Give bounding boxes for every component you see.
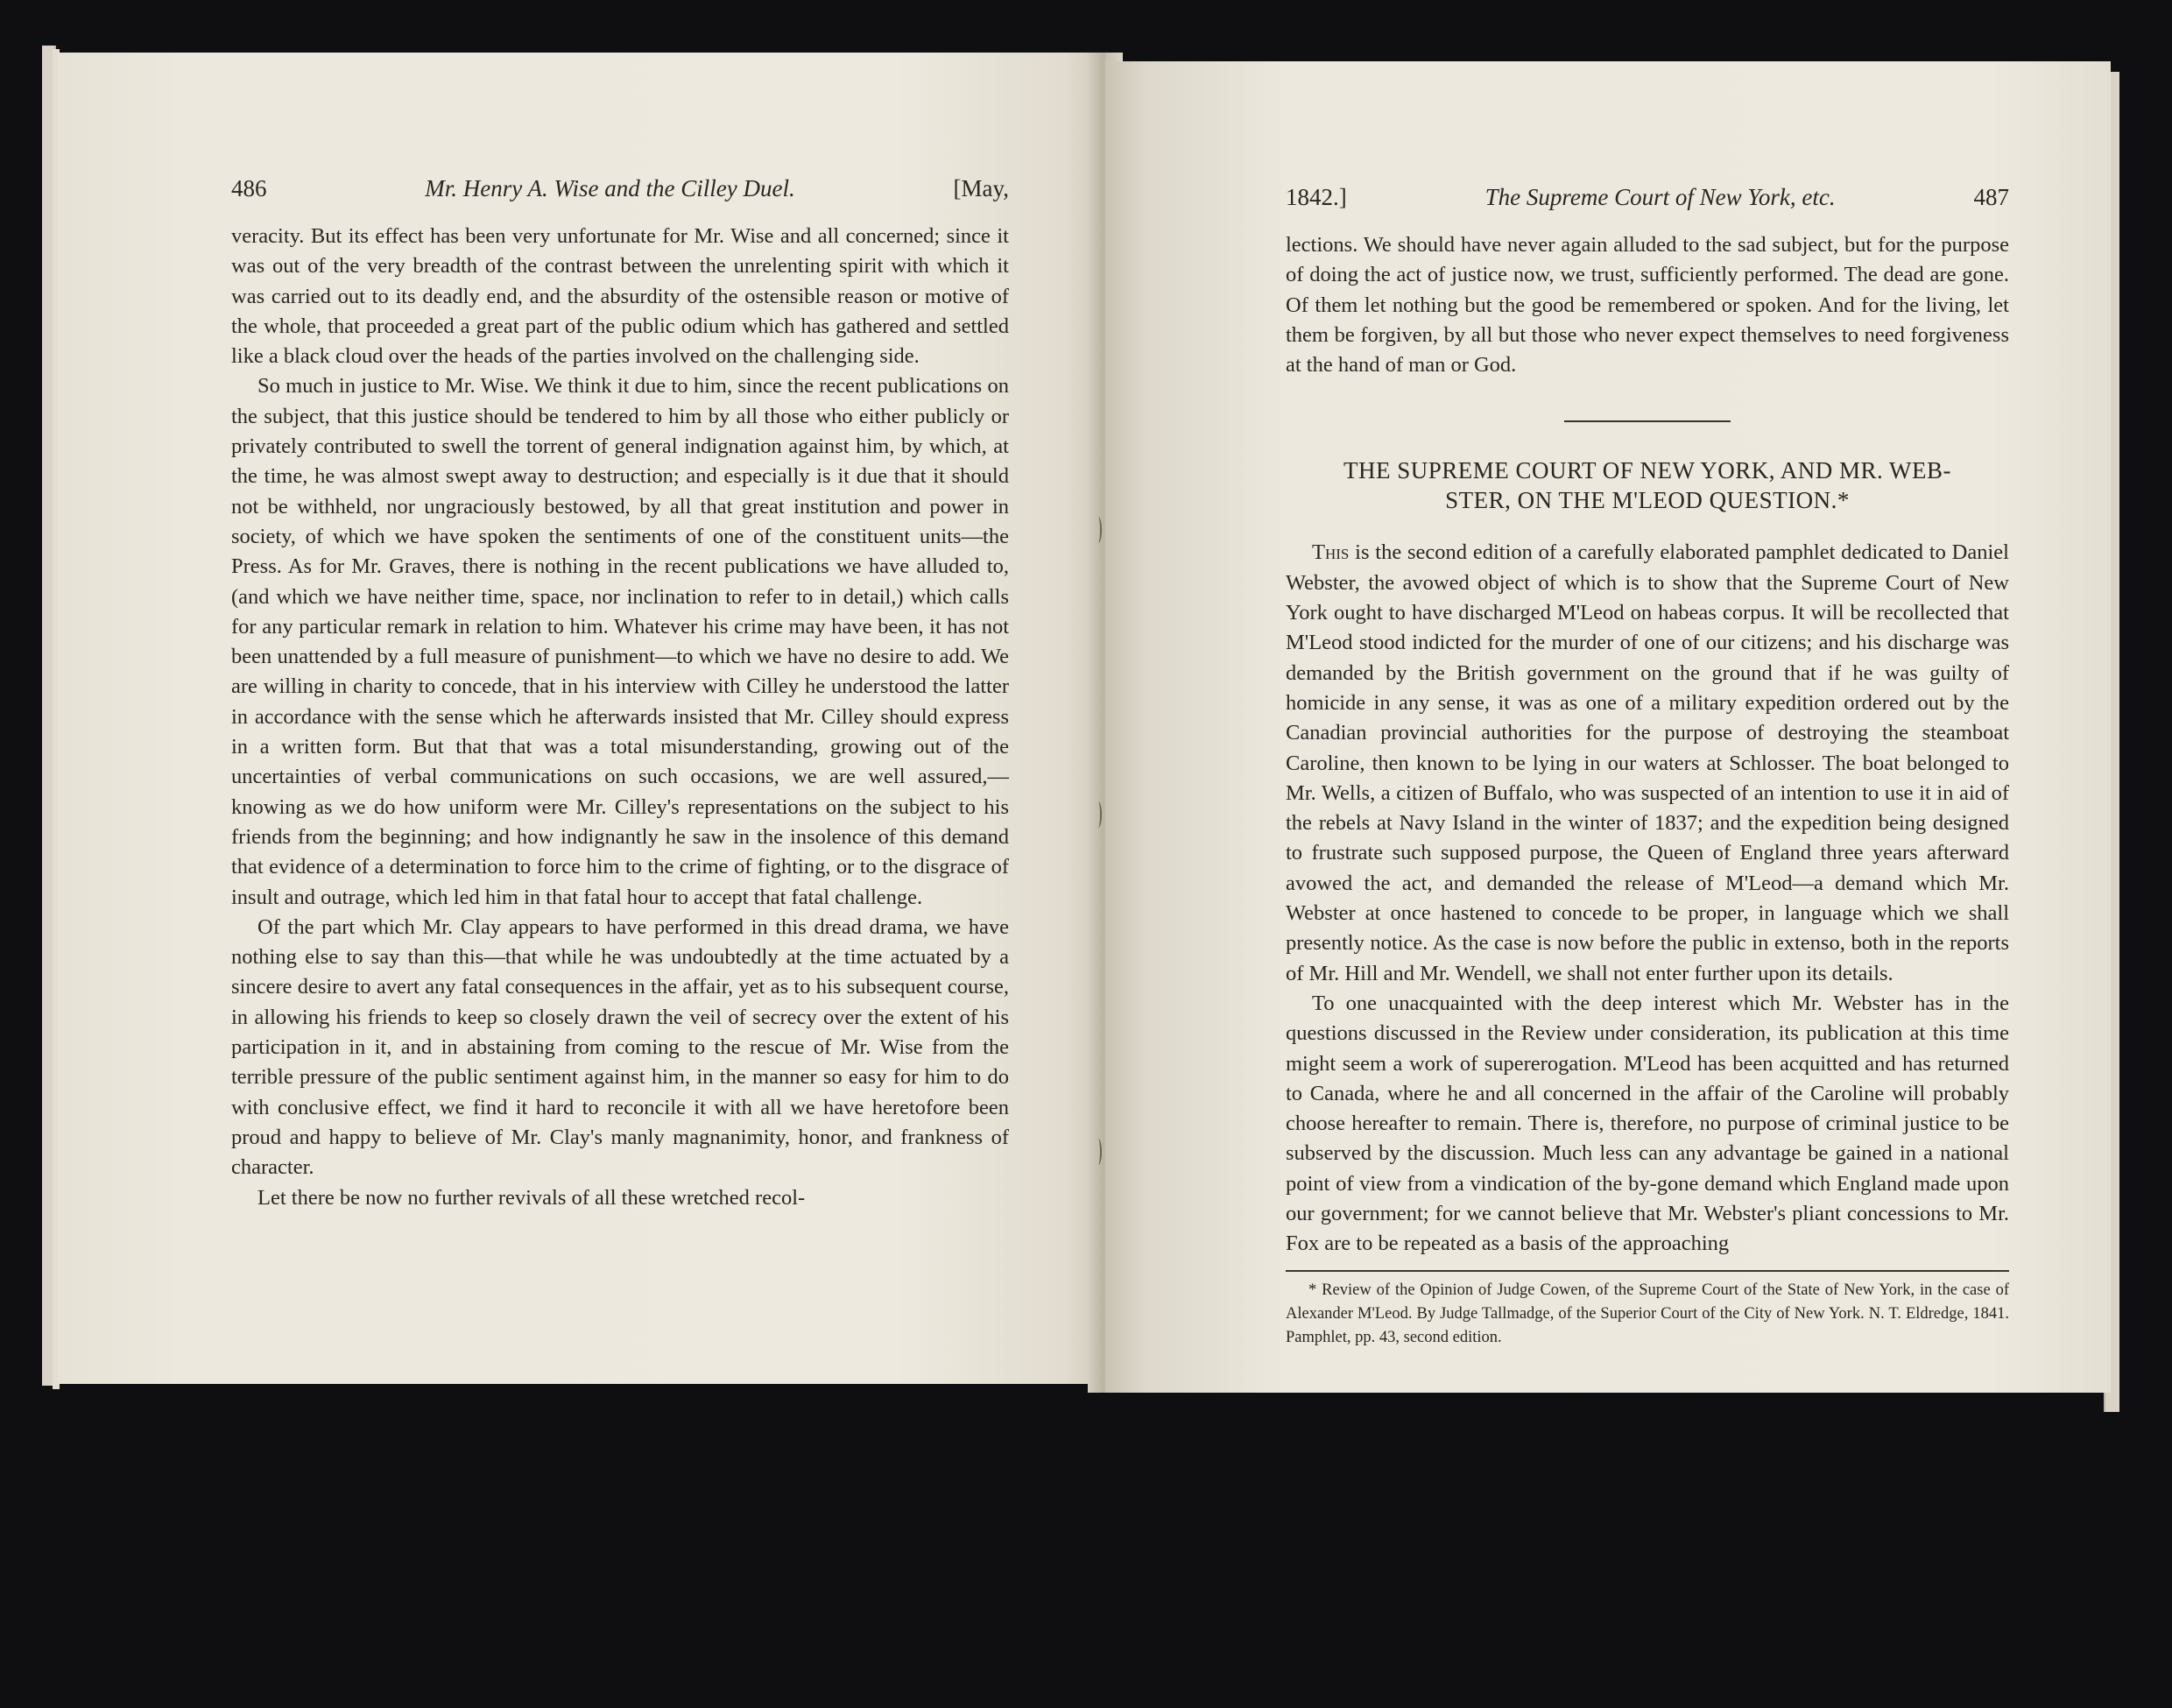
left-paragraph: veracity. But its effect has been very unfortunate for Mr. Wise and all concerned; since it was out of the very breadth of the contrast between the unrelenting spirit with which it was carried out to its deadly end, and the absurdity of the ostensible reason or motive of the whole, that proceeded a great part of the public odium which has gathered and settled like a black cloud over the heads of the parties involved on the challenging side. (231, 224, 1009, 369)
left-running-title: Mr. Henry A. Wise and the Cilley Duel. (425, 175, 795, 201)
binding-stitch (1095, 517, 1102, 543)
binding-stitch (1095, 1139, 1102, 1165)
right-page (1105, 61, 2111, 1393)
right-page-number: 487 (1973, 184, 2009, 210)
right-running-date: 1842.] (1286, 184, 1347, 210)
right-paragraph (1286, 538, 2009, 988)
right-paragraph: To one unacquainted with the deep interest which Mr. Webster has in the questions discussed in the Review under consideration, its publication at this time might seem a work of supererogation. M'Leod has been acquitted and has returned to Canada, where he and all concerned in the affair of the Caroline will probably choose hereafter to remain. There is, therefore, no purpose of criminal justice to be subserved by the discussion. Much less can any advantage be gained in a national point of view from a vindication of the by-gone demand which England made upon our government; for we cannot believe that Mr. Webster's pliant concessions to Mr. Fox are to be repeated as a basis of the approaching (1286, 991, 2009, 1256)
left-body-text (231, 222, 1009, 1213)
first-paragraph-rest: is the second edition of a carefully elaborated pamphlet dedicated to Daniel Webster, the avowed object of which is to show that the Supreme Court of New York ought to have discharged M'Leod on habeas corpus. It will be recollected that M'Leod stood indicted for the murder of one of our citizens; and his discharge was demanded by the British government on the ground that if he was guilty of homicide in any sense, it was as one of a military expedition ordered out by the Canadian provincial authorities for the purpose of destroying the steamboat Caroline, then known to be lying in our waters at Schlosser. The boat belonged to Mr. Wells, a citizen of Buffalo, who was suspected of an intention to use it in aid of the rebels at Navy Island in the winter of 1837; and the expedition being designed to frustrate such supposed purpose, the Queen of England three years afterward avowed the act, and demanded the release of M'Leod—a demand which Mr. Webster at once hastened to concede to be proper, in language which we shall presently notice. As the case is now before the public in extenso, both in the reports of Mr. Hill and Mr. Wendell, we shall not enter further upon its details. (1286, 540, 2009, 985)
right-running-head (1286, 184, 2009, 211)
binding-stitch (1095, 801, 1102, 828)
left-paragraph: Let there be now no further revivals of all these wretched recol- (257, 1185, 806, 1210)
left-running-date: [May, (953, 175, 1009, 201)
article-title-line: THE SUPREME COURT OF NEW YORK, AND MR. WEB- (1343, 457, 1951, 484)
article-title (1286, 455, 2009, 515)
left-running-head (231, 175, 1009, 202)
footnote-rule (1286, 1270, 2009, 1272)
first-word: This (1312, 540, 1350, 565)
left-paragraph: Of the part which Mr. Clay appears to have performed in this dread drama, we have nothing else to say than this—that while he was undoubtedly at the time actuated by a sincere desire to avert any fatal consequences in the affair, yet as to his subsequent course, in allowing his friends to keep so closely drawn the veil of secrecy over the extent of his participation in it, and in abstaining from coming to the rescue of Mr. Wise from the terrible pressure of the public sentiment against him, in the manner so easy for him to do with conclusive effect, we find it hard to reconcile it with all we have heretofore been proud and happy to believe of Mr. Clay's manly magnanimity, honor, and frankness of character. (231, 914, 1009, 1180)
article-title-line: STER, ON THE M'LEOD QUESTION.* (1445, 487, 1850, 514)
right-continued-paragraph: lections. We should have never again alluded to the sad subject, but for the purpose of doing the act of justice now, we trust, sufficiently performed. The dead are gone. Of them let nothing but the good be remembered or spoken. And for the living, let them be forgiven, by all but those who never expect themselves to need forgiveness at the hand of man or God. (1286, 233, 2009, 378)
left-page (58, 53, 1107, 1384)
left-paragraph: So much in justice to Mr. Wise. We think it due to him, since the recent publications on the subject, that this justice should be tendered to him by all those who either publicly or privately contributed to swell the torrent of general indignation against him, by which, at the time, he was almost swept away to destruction; and especially is it due that it should not be withheld, nor ungraciously bestowed, by all that great institution and power in society, of which we have spoken the sentiments of one of the constituent units—the Press. As for Mr. Graves, there is nothing in the recent publications we have alluded to, (and which we have neither time, space, nor inclination to refer to in detail,) which calls for any particular remark in relation to him. Whatever his crime may have been, it has not been unattended by a full measure of punishment—to which we have no desire to add. We are willing in charity to concede, that in his interview with Cilley he understood the latter in accordance with the sense which he afterwards insisted that Mr. Cilley should express in a written form. But that that was a total misunderstanding, growing out of the uncertainties of verbal communications on such occasions, we are well assured,—knowing as we do how uniform were Mr. Cilley's representations on the subject to his friends from the beginning; and how indignantly he saw in the insolence of this demand that evidence of a determination to force him to the crime of fighting, or to the disgrace of insult and outrage, which led him in that fatal hour to accept that fatal challenge. (231, 374, 1009, 909)
footnote-text: * Review of the Opinion of Judge Cowen, of the Supreme Court of the State of New York, in the case of Alexander M'Leod. By Judge Tallmadge, of the Superior Court of the City of New York. N. T. Eldredge, 1841. Pamphlet, pp. 43, second edition. (1286, 1281, 2009, 1346)
footnote (1286, 1279, 2009, 1350)
left-page-number: 486 (231, 175, 267, 201)
right-body-text (1286, 230, 2009, 1350)
right-running-title: The Supreme Court of New York, etc. (1484, 184, 1836, 210)
section-divider (1564, 420, 1731, 422)
